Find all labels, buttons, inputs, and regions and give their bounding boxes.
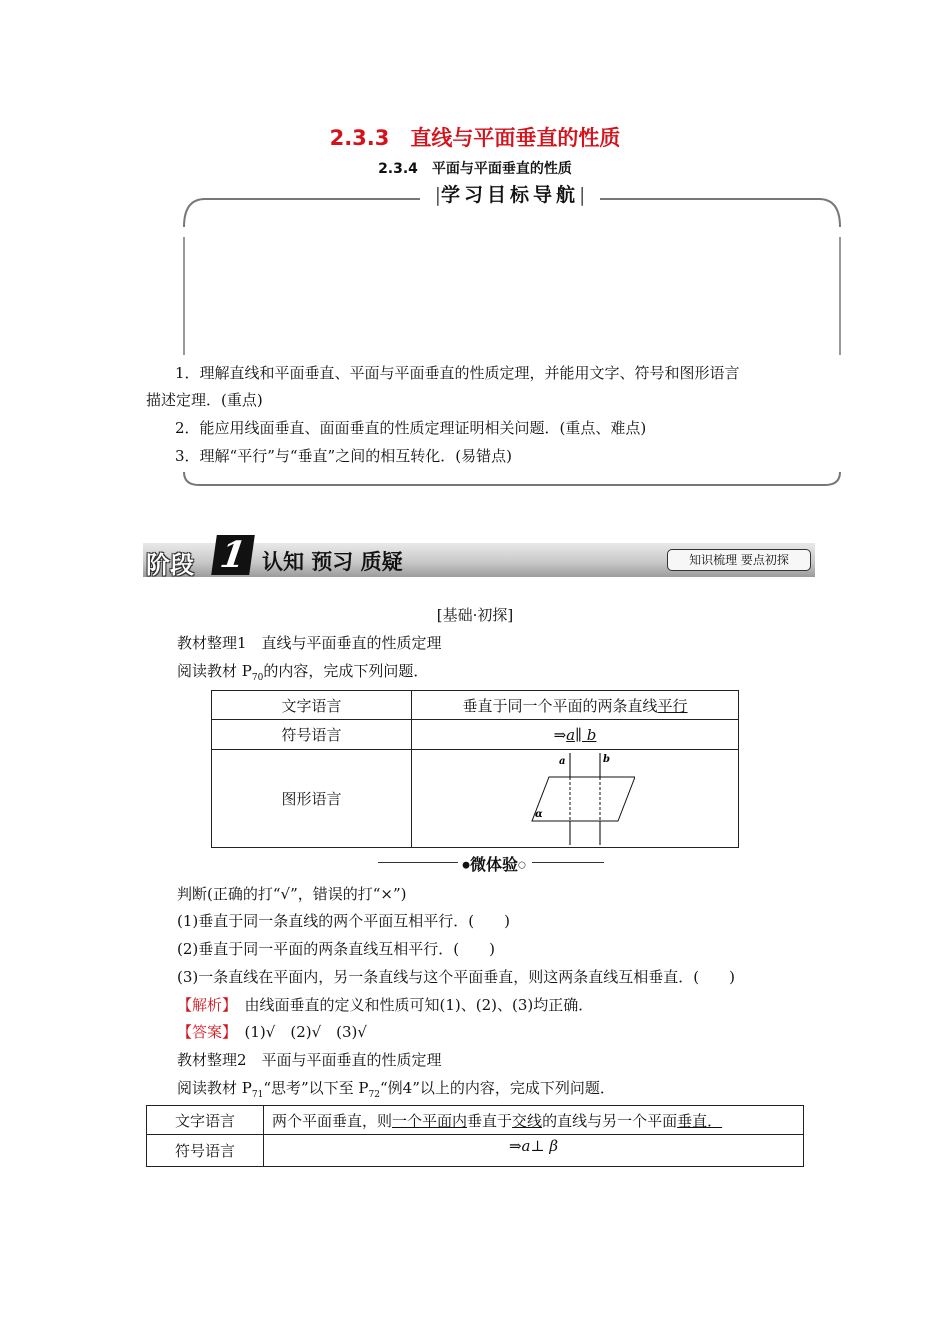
table-row	[212, 720, 739, 750]
question-item: (3)一条直线在平面内，另一条直线与这个平面垂直，则这两条直线互相垂直．( )	[177, 968, 735, 986]
page-subscript: 71	[251, 1090, 264, 1100]
table-cell-value: ⇒a⊥ β	[264, 1135, 804, 1167]
theorem2-table	[146, 1105, 804, 1167]
instruction-text: 的内容，完成下列问题．	[263, 662, 429, 680]
table-row	[147, 1106, 804, 1135]
cell-text: 的直线与另一个平面	[542, 1111, 678, 1130]
goals-heading-mark-left: |	[434, 184, 441, 206]
divider	[532, 862, 604, 863]
mini-title-text: 微体验	[469, 855, 518, 874]
line-b-label: b	[603, 753, 610, 765]
page-subscript: 72	[368, 1090, 380, 1100]
table-cell-value	[412, 691, 739, 720]
table-row	[147, 1135, 804, 1167]
analysis-line	[177, 995, 593, 1015]
goal-item: 描述定理．(重点)	[146, 391, 263, 409]
mini-circle-icon: ○	[518, 860, 526, 871]
goals-heading-mark-right: |	[579, 184, 586, 206]
cell-answer: a∥ b	[566, 725, 597, 744]
cell-text: 垂直于	[467, 1111, 513, 1130]
cell-answer: 交线	[512, 1111, 543, 1130]
goals-heading	[420, 180, 600, 207]
section-label: [基础·初探]	[436, 606, 514, 624]
cell-answer: 平行	[657, 696, 688, 715]
cell-text: ⇒	[553, 725, 567, 744]
material2-heading: 教材整理2 平面与平面垂直的性质定理	[177, 1051, 442, 1069]
cell-answer: 一个平面内	[392, 1111, 468, 1130]
table-row	[212, 691, 739, 720]
page-subscript: 70	[251, 673, 264, 683]
plane-alpha-label: α	[535, 808, 543, 820]
question-item: (2)垂直于同一平面的两条直线互相平行．( )	[177, 940, 495, 958]
goals-frame	[183, 197, 841, 487]
table-cell-label: 文字语言	[147, 1106, 264, 1135]
line-a-label: a	[559, 755, 566, 767]
table-cell-label: 符号语言	[147, 1135, 264, 1167]
instruction-text: 阅读教材 P	[177, 662, 252, 680]
table-cell-label: 图形语言	[212, 750, 412, 848]
answer-line	[177, 1022, 367, 1042]
mini-dot-icon: ●	[462, 860, 470, 871]
cell-text: 垂直于同一个平面的两条直线	[462, 696, 658, 715]
answer-text: (1)√ (2)√ (3)√	[244, 1023, 367, 1041]
goal-item: 1．理解直线和平面垂直、平面与平面垂直的性质定理，并能用文字、符号和图形语言	[175, 364, 740, 382]
cell-text: 两个平面垂直，则	[272, 1111, 393, 1130]
table-cell-label: 符号语言	[212, 720, 412, 750]
theorem1-table	[211, 690, 739, 848]
parallel-lines-figure	[515, 751, 635, 847]
material1-heading: 教材整理1 直线与平面垂直的性质定理	[177, 634, 442, 652]
material2-instruction	[177, 1078, 615, 1105]
stage-label: 阶段	[146, 551, 194, 579]
analysis-text: 由线面垂直的定义和性质可知(1)、(2)、(3)均正确．	[244, 996, 594, 1014]
mini-title	[460, 852, 528, 875]
stage-title: 认知 预习 质疑	[262, 550, 403, 574]
table-cell-label: 文字语言	[212, 691, 412, 720]
goal-item: 3．理解“平行”与“垂直”之间的相互转化．(易错点)	[175, 447, 512, 465]
answer-tag: 【答案】	[177, 1023, 230, 1041]
divider	[378, 862, 458, 863]
goal-item: 2．能应用线面垂直、面面垂直的性质定理证明相关问题．(重点、难点)	[175, 419, 647, 437]
material1-instruction	[177, 661, 428, 688]
analysis-tag: 【解析】	[177, 996, 230, 1014]
mini-prompt: 判断(正确的打“√”，错误的打“×”)	[177, 885, 407, 903]
table-cell-value	[264, 1106, 804, 1135]
page-subtitle: 2.3.4 平面与平面垂直的性质	[378, 161, 572, 177]
instruction-text: “例4”以上的内容，完成下列问题．	[379, 1079, 615, 1097]
stage-number: 1	[211, 535, 255, 575]
instruction-text: “思考”以下至 P	[263, 1079, 369, 1097]
goals-heading-text: 学习目标导航	[440, 184, 579, 206]
cell-answer: 垂直．	[677, 1111, 723, 1130]
page-title: 2.3.3 直线与平面垂直的性质	[329, 126, 621, 150]
question-item: (1)垂直于同一条直线的两个平面互相平行．( )	[177, 912, 510, 930]
instruction-text: 阅读教材 P	[177, 1079, 252, 1097]
stage-tag: 知识梳理 要点初探	[667, 549, 811, 571]
table-cell-value	[412, 720, 739, 750]
table-cell-figure	[412, 750, 739, 848]
table-row	[212, 750, 739, 848]
